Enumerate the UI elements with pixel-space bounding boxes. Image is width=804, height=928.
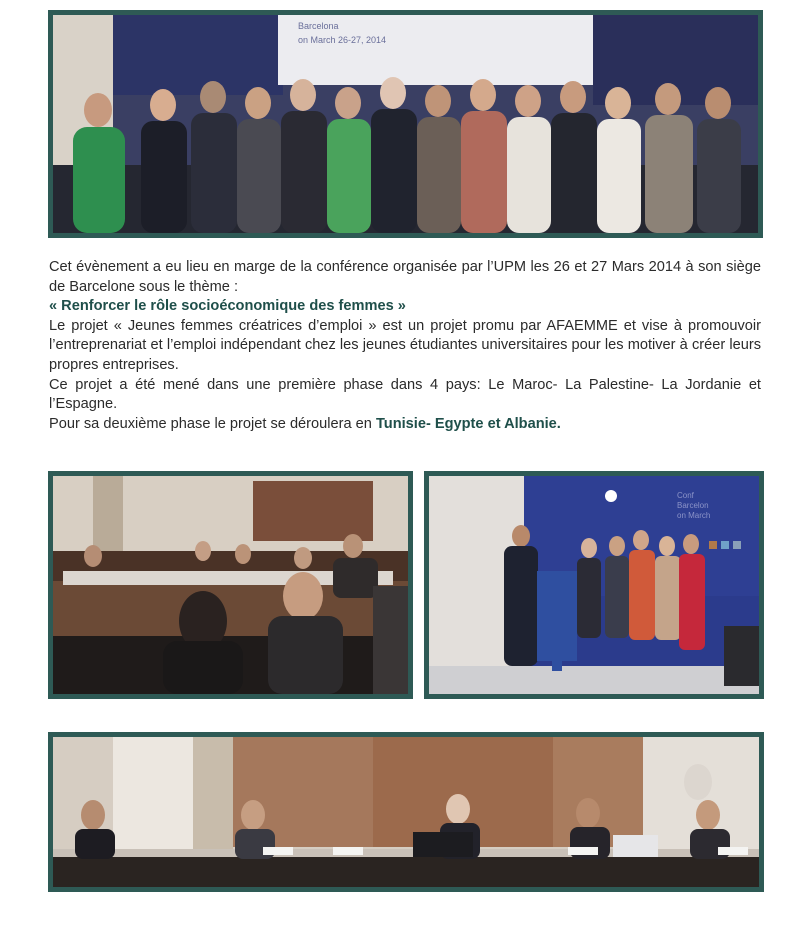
banner-text-2: on March 26-27, 2014 (298, 35, 387, 45)
project-paragraph: Le projet « Jeunes femmes créatrices d’emploi » est un projet promu par AFAEMME et vise à promouvoir l’entreprenariat et l’emploi indépendant chez les jeunes étudiantes universitaires pour les motiver à créer leurs propres entreprises. (49, 317, 761, 373)
theme-heading: « Renforcer le rôle socioéconomique des femmes » (49, 298, 406, 315)
group-photo-conference (48, 10, 763, 238)
phase-two-paragraph (49, 415, 761, 435)
phase-one-paragraph: Ce projet a été mené dans une première phase dans 4 pays: Le Maroc- La Palestine- La Jordanie et l’Espagne. (49, 376, 761, 413)
phase-two-prefix: Pour sa deuxième phase le projet se déroulera en (49, 415, 376, 432)
podium-banner-2: Barcelon (677, 501, 709, 510)
podium-banner-3: on March (677, 511, 711, 520)
phase-two-countries: Tunisie- Egypte et Albanie. (375, 415, 561, 432)
article-text (49, 258, 761, 434)
panel-session-image (53, 737, 759, 887)
podium-banner-1: Conf (677, 491, 694, 500)
podium-group-image (429, 476, 759, 694)
panel-session-photo (48, 732, 764, 892)
group-photo-image (53, 15, 758, 233)
banner-text-1: Barcelona (298, 21, 339, 31)
meeting-room-photo (48, 471, 413, 699)
intro-paragraph: Cet évènement a eu lieu en marge de la conférence organisée par l’UPM les 26 et 27 Mars 2014 à son siège de Barcelone sous le thème : (49, 259, 761, 295)
podium-group-photo (424, 471, 764, 699)
meeting-room-image (53, 476, 408, 694)
